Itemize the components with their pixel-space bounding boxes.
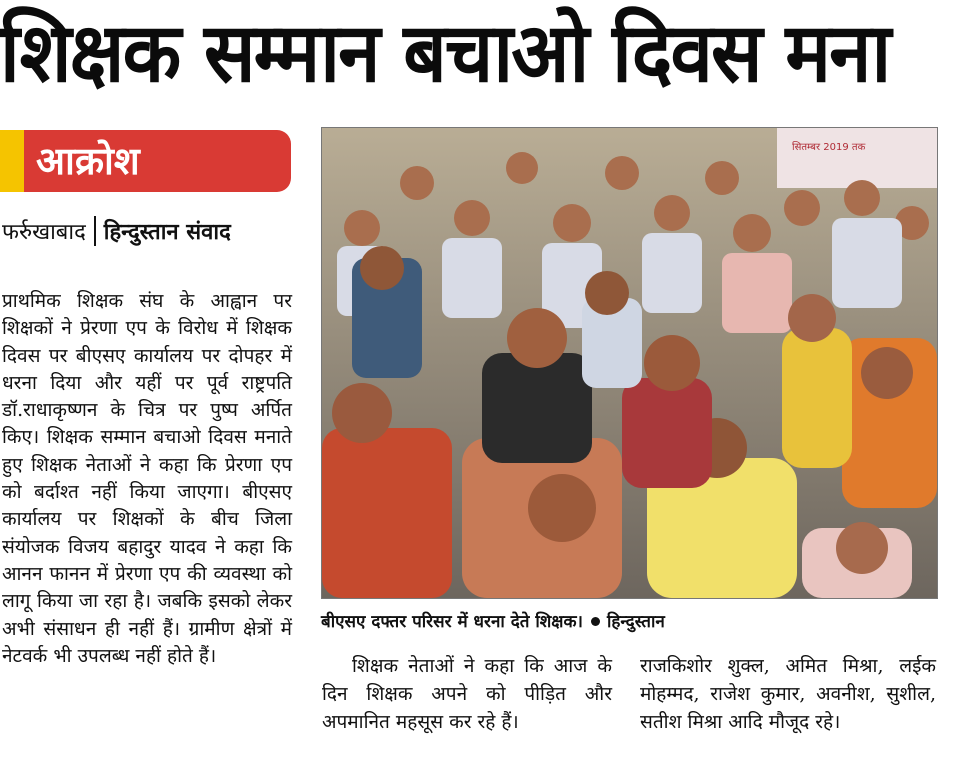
section-tag-label: आक्रोश [36,139,140,183]
photo-credit: हिन्दुस्तान [606,612,665,632]
tag-accent-stripe [0,130,24,192]
photo-banner-text: सितम्बर 2019 तक [792,142,866,153]
dateline-separator [94,216,96,246]
caption-bullet-icon [591,617,600,626]
photo-caption-text: बीएसए दफ्तर परिसर में धरना देते शिक्षक। [321,612,583,632]
section-tag [0,130,291,192]
dateline-agency: हिन्दुस्तान संवाद [103,220,231,245]
headline: शिक्षक सम्मान बचाओ दिवस मना [0,6,890,101]
dateline-place: फर्रुखाबाद [2,220,86,245]
photo-caption [321,606,936,638]
article-body-column-3: राजकिशोर शुक्ल, अमित मिश्रा, लईक मोहम्मद, राजेश कुमार, अवनीश, सुशील, सतीश मिश्रा आदि मौजूद रहे। [640,655,936,733]
article-body-column-2: शिक्षक नेताओं ने कहा कि आज के दिन शिक्षक अपने को पीड़ित और अपमानित महसूस कर रहे हैं। [322,655,612,733]
news-photo [321,127,938,599]
dateline [2,210,231,256]
article-body-column-1: प्राथमिक शिक्षक संघ के आह्वान पर शिक्षकों ने प्रेरणा एप के विरोध में शिक्षक दिवस पर बीएसए कार्यालय पर दोपहर में धरना दिया और यहीं पर पूर्व राष्ट्रपति डॉ.राधाकृष्णन के चित्र पर पुष्प अर्पित किए। शिक्षक सम्मान बचाओ दिवस मनाते हुए शिक्षक नेताओं ने कहा कि प्रेरणा एप को बर्दाश्त नहीं किया जाएगा। बीएसए कार्यालय पर शिक्षकों के बीच जिला संयोजक विजय बहादुर यादव ने कहा कि आनन फानन में प्रेरणा एप की व्यवस्था को लागू किया जा रहा है। जबकि इसको लेकर अभी संसाधन ही नहीं हैं। ग्रामीण क्षेत्रों में नेटवर्क भी उपलब्ध नहीं होते हैं। [2,290,292,667]
photo-of-seated-protesters-icon [322,128,937,598]
